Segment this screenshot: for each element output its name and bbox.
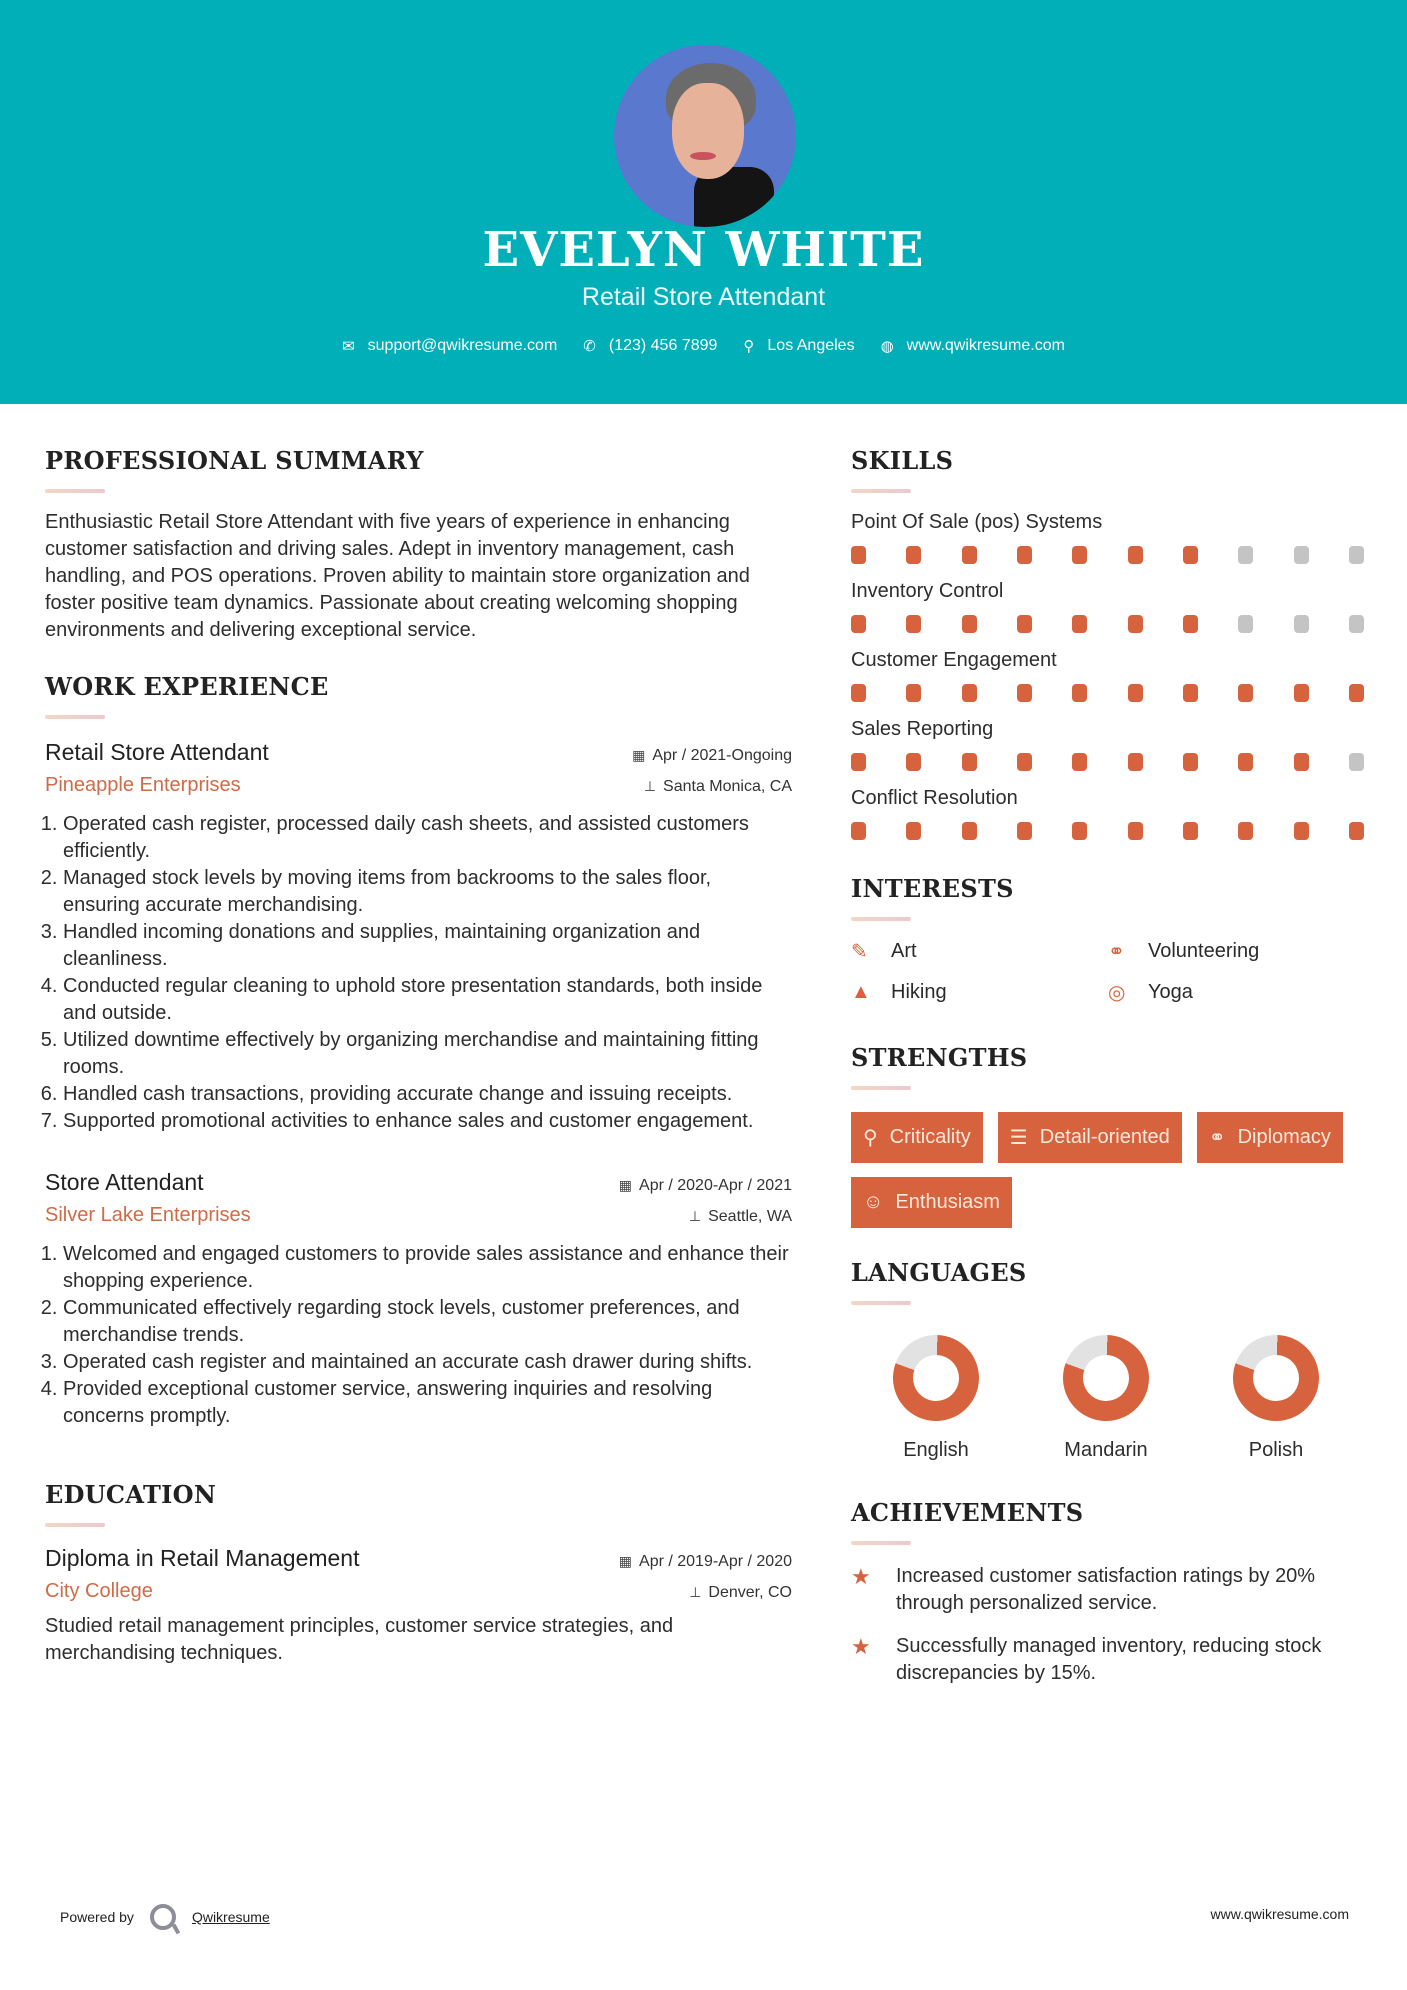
rating-dot-filled [1183, 546, 1198, 564]
rating-dot-filled [1128, 615, 1143, 633]
globe-icon: ◍ [880, 338, 894, 355]
right-column [851, 446, 1371, 1687]
section-title: STRENGTHS [851, 1043, 1028, 1072]
phone-icon: ✆ [583, 338, 596, 355]
duty-item: 5. Utilized downtime effectively by organizing merchandise and maintaining fitting rooms. [63, 1027, 792, 1081]
skill-item [851, 787, 1371, 840]
rating-dot-filled [1072, 546, 1087, 564]
handshake-icon: ⚭ [1108, 941, 1125, 963]
calendar-icon: ▦ [618, 1553, 633, 1569]
candidate-role: Retail Store Attendant [581, 283, 826, 311]
education-description: Studied retail management principles, customer service strategies, and merchandising techniques. [45, 1615, 674, 1664]
interest-label: Yoga [1148, 981, 1193, 1003]
section-title: PROFESSIONAL SUMMARY [45, 446, 424, 475]
email-text: support@qwikresume.com [367, 337, 558, 354]
skill-item [851, 511, 1371, 564]
rating-dot-filled [1017, 546, 1032, 564]
duty-item: 3. Operated cash register and maintained an accurate cash drawer during shifts. [63, 1349, 792, 1376]
skill-rating [851, 546, 1364, 564]
rating-dot-filled [962, 546, 977, 564]
tree-icon: ▲ [851, 981, 871, 1003]
rating-dot-filled [1072, 822, 1087, 840]
duty-item: 2. Managed stock levels by moving items from backrooms to the sales floor, ensuring accurate merchandising. [63, 865, 792, 919]
skill-rating [851, 615, 1364, 633]
rating-dot-empty [1349, 753, 1364, 771]
strengths-tags [851, 1112, 1351, 1228]
strength-tag [851, 1177, 1012, 1228]
section-title: ACHIEVEMENTS [851, 1498, 1084, 1527]
strength-label: Enthusiasm [895, 1191, 1000, 1213]
qwikresume-logo-icon [150, 1904, 176, 1930]
handshake-icon: ⚭ [1208, 1127, 1226, 1149]
rating-dot-filled [1238, 753, 1253, 771]
language-name: English [903, 1439, 969, 1461]
duty-item: 4. Conducted regular cleaning to uphold store presentation standards, both inside and outside. [63, 973, 792, 1027]
rating-dot-empty [1294, 546, 1309, 564]
interest-label: Art [891, 940, 917, 962]
powered-by [60, 1904, 270, 1930]
education-section [45, 1480, 792, 1667]
skill-item [851, 580, 1371, 633]
footer-website[interactable]: www.qwikresume.com [1210, 1906, 1349, 1922]
skill-rating [851, 684, 1364, 702]
rating-dot-filled [1238, 822, 1253, 840]
duty-item: 1. Operated cash register, processed daily cash sheets, and assisted customers efficiently. [63, 811, 792, 865]
title-underline [851, 917, 911, 921]
smile-icon: ☺ [863, 1191, 884, 1213]
rating-dot-empty [1349, 546, 1364, 564]
achievement-text: Successfully managed inventory, reducing stock discrepancies by 15%. [896, 1635, 1322, 1684]
education-location: Denver, CO [708, 1584, 792, 1601]
powered-by-label: Powered by [60, 1909, 134, 1925]
rating-dot-filled [906, 615, 921, 633]
rating-dot-filled [1294, 684, 1309, 702]
skill-name: Sales Reporting [851, 718, 994, 740]
skill-rating [851, 753, 1364, 771]
duties-list [45, 811, 792, 1135]
rating-dot-filled [1183, 753, 1198, 771]
school-name: City College [45, 1580, 153, 1602]
rating-dot-empty [1349, 615, 1364, 633]
proficiency-donut [1232, 1334, 1321, 1423]
experience-section [45, 672, 792, 1430]
resume-header [0, 0, 1407, 404]
calendar-icon: ▦ [632, 747, 646, 763]
duty-item: 7. Supported promotional activities to enhance sales and customer engagement. [63, 1108, 792, 1135]
rating-dot-filled [906, 822, 921, 840]
title-underline [851, 1541, 911, 1545]
languages-list [851, 1335, 1371, 1462]
star-icon: ★ [851, 1564, 871, 1589]
skill-item [851, 718, 1371, 771]
pushpin-icon: ⊥ [688, 1208, 702, 1224]
rating-dot-empty [1238, 615, 1253, 633]
rating-dot-filled [962, 753, 977, 771]
summary-section [45, 446, 792, 644]
rating-dot-filled [1183, 822, 1198, 840]
skill-name: Conflict Resolution [851, 787, 1018, 809]
contact-email[interactable] [342, 337, 557, 355]
paintbrush-icon: ✎ [851, 941, 868, 963]
strengths-section [851, 1043, 1371, 1228]
strength-tag [851, 1112, 983, 1163]
section-title: EDUCATION [45, 1480, 217, 1509]
summary-text: Enthusiastic Retail Store Attendant with five years of experience in enhancing customer satisfaction and driving sales. Adept in inventory management, cash handling, and POS operations. Proven ability to maintain store organization and foster positive team dynamics. Passionate about creating welcoming shopping environments and delivering exceptional service. [45, 511, 750, 641]
languages-section [851, 1258, 1371, 1462]
skills-list [851, 511, 1371, 840]
rating-dot-filled [1017, 615, 1032, 633]
skill-item [851, 649, 1371, 702]
job-location: Seattle, WA [708, 1208, 792, 1225]
degree-title: Diploma in Retail Management [45, 1545, 360, 1571]
job-title: Retail Store Attendant [45, 739, 269, 765]
contact-bar [0, 337, 1407, 355]
company-name: Pineapple Enterprises [45, 774, 241, 796]
rating-dot-filled [906, 753, 921, 771]
rating-dot-filled [1128, 546, 1143, 564]
job-title: Store Attendant [45, 1169, 204, 1195]
candidate-name: EVELYN WHITE [482, 222, 925, 278]
map-pin-icon: ⚲ [743, 338, 755, 355]
page-footer [0, 1900, 1407, 1940]
achievement-text: Increased customer satisfaction ratings by 20% through personalized service. [896, 1565, 1316, 1614]
interest-hiking [851, 980, 1108, 1005]
interests-section [851, 874, 1371, 1005]
rating-dot-filled [1072, 615, 1087, 633]
title-underline [45, 1523, 105, 1527]
language-item [1191, 1335, 1361, 1462]
duty-item: 1. Welcomed and engaged customers to provide sales assistance and enhance their shopping experience. [63, 1241, 792, 1295]
duties-list [45, 1241, 792, 1430]
rating-dot-filled [851, 615, 866, 633]
duty-item: 3. Handled incoming donations and supplies, maintaining organization and cleanliness. [63, 919, 792, 973]
life-ring-icon: ◎ [1108, 982, 1126, 1004]
skill-rating [851, 822, 1364, 840]
achievement-item [851, 1563, 1371, 1617]
rating-dot-empty [1238, 546, 1253, 564]
title-underline [851, 1301, 911, 1305]
skill-name: Point Of Sale (pos) Systems [851, 511, 1103, 533]
rating-dot-filled [1017, 753, 1032, 771]
company-name: Silver Lake Enterprises [45, 1204, 251, 1226]
rating-dot-filled [851, 684, 866, 702]
rating-dot-filled [962, 822, 977, 840]
title-underline [45, 715, 105, 719]
calendar-icon: ▦ [618, 1177, 633, 1193]
star-icon: ★ [851, 1634, 871, 1659]
education-entry [45, 1545, 792, 1667]
rating-dot-filled [1017, 684, 1032, 702]
duty-item: 6. Handled cash transactions, providing accurate change and issuing receipts. [63, 1081, 792, 1108]
interest-label: Volunteering [1148, 940, 1260, 962]
rating-dot-filled [1017, 822, 1032, 840]
skills-section [851, 446, 1371, 840]
job-location: Santa Monica, CA [663, 778, 792, 795]
contact-website[interactable] [881, 337, 1065, 355]
rating-dot-filled [1294, 753, 1309, 771]
rating-dot-filled [851, 822, 866, 840]
achievements-section [851, 1498, 1371, 1687]
envelope-icon: ✉ [342, 338, 355, 355]
phone-text: (123) 456 7899 [608, 337, 718, 354]
proficiency-donut [892, 1334, 981, 1423]
pushpin-icon: ⊥ [689, 1584, 702, 1600]
rating-dot-filled [1349, 684, 1364, 702]
achievement-item [851, 1633, 1371, 1687]
section-title: INTERESTS [851, 874, 1014, 903]
photo-face [672, 83, 744, 179]
location-text: Los Angeles [767, 337, 855, 354]
education-date: Apr / 2019-Apr / 2020 [639, 1553, 792, 1570]
skill-name: Customer Engagement [851, 649, 1057, 671]
job-date: Apr / 2020-Apr / 2021 [639, 1177, 792, 1194]
rating-dot-filled [1072, 753, 1087, 771]
left-column [45, 446, 792, 1667]
rating-dot-filled [962, 615, 977, 633]
duty-item: 2. Communicated effectively regarding stock levels, customer preferences, and merchandise trends. [63, 1295, 792, 1349]
title-underline [851, 489, 911, 493]
section-title: SKILLS [851, 446, 954, 475]
job-entry [45, 1169, 792, 1430]
rating-dot-filled [1349, 822, 1364, 840]
rating-dot-filled [851, 546, 866, 564]
rating-dot-filled [1128, 684, 1143, 702]
rating-dot-filled [851, 753, 866, 771]
strength-label: Criticality [889, 1126, 971, 1148]
list-icon: ☰ [1009, 1127, 1028, 1149]
interest-label: Hiking [891, 981, 947, 1003]
job-date: Apr / 2021-Ongoing [652, 747, 792, 764]
title-underline [851, 1086, 911, 1090]
interests-grid [851, 939, 1371, 1005]
rating-dot-filled [1072, 684, 1087, 702]
language-item [851, 1335, 1021, 1462]
rating-dot-filled [1128, 753, 1143, 771]
profile-photo [614, 45, 796, 227]
rating-dot-filled [906, 684, 921, 702]
search-icon: ⚲ [863, 1127, 878, 1149]
rating-dot-filled [906, 546, 921, 564]
interest-volunteering [1108, 939, 1365, 964]
contact-location [743, 337, 854, 355]
section-title: LANGUAGES [851, 1258, 1027, 1287]
rating-dot-empty [1294, 615, 1309, 633]
contact-phone[interactable] [583, 337, 717, 355]
duty-item: 4. Provided exceptional customer service, answering inquiries and resolving concerns promptly. [63, 1376, 792, 1430]
rating-dot-filled [962, 684, 977, 702]
rating-dot-filled [1294, 822, 1309, 840]
language-item [1021, 1335, 1191, 1462]
rating-dot-filled [1183, 684, 1198, 702]
rating-dot-filled [1183, 615, 1198, 633]
strength-tag [998, 1112, 1182, 1163]
interest-yoga [1108, 980, 1365, 1005]
language-name: Mandarin [1064, 1439, 1148, 1461]
website-text: www.qwikresume.com [906, 337, 1065, 354]
rating-dot-filled [1128, 822, 1143, 840]
rating-dot-filled [1238, 684, 1253, 702]
job-entry [45, 739, 792, 1135]
strength-tag [1197, 1112, 1343, 1163]
interest-art [851, 939, 1108, 964]
qwikresume-link[interactable]: Qwikresume [191, 1909, 270, 1925]
title-underline [45, 489, 105, 493]
photo-lips [690, 152, 716, 160]
strength-label: Diplomacy [1237, 1126, 1331, 1148]
proficiency-donut [1062, 1334, 1151, 1423]
skill-name: Inventory Control [851, 580, 1004, 602]
language-name: Polish [1248, 1439, 1304, 1461]
pushpin-icon: ⊥ [643, 778, 657, 794]
section-title: WORK EXPERIENCE [45, 672, 329, 701]
strength-label: Detail-oriented [1039, 1126, 1170, 1148]
